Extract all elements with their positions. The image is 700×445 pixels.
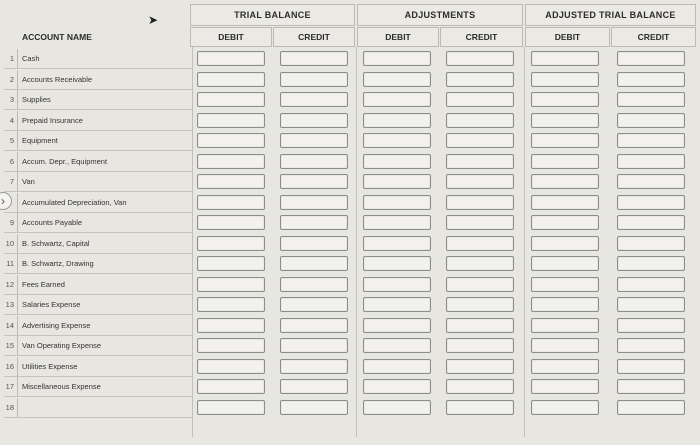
- atb-debit-input[interactable]: [531, 236, 599, 251]
- tb-credit-input[interactable]: [280, 297, 348, 312]
- adj-credit-input[interactable]: [446, 113, 514, 128]
- atb-credit-input[interactable]: [617, 338, 685, 353]
- table-row: [4, 234, 192, 254]
- atb-credit-input[interactable]: [617, 72, 685, 87]
- atb-credit-input[interactable]: [617, 215, 685, 230]
- adj-debit-input[interactable]: [363, 154, 431, 169]
- header-tb-credit: CREDIT: [273, 27, 355, 47]
- table-row: [4, 213, 192, 233]
- atb-debit-input[interactable]: [531, 400, 599, 415]
- atb-credit-input[interactable]: [617, 113, 685, 128]
- atb-debit-input[interactable]: [531, 51, 599, 66]
- adj-credit-input[interactable]: [446, 154, 514, 169]
- tb-debit-input[interactable]: [197, 195, 265, 210]
- row-number: 13: [4, 295, 18, 314]
- tb-debit-input[interactable]: [197, 154, 265, 169]
- tb-debit-input[interactable]: [197, 236, 265, 251]
- adj-credit-input[interactable]: [446, 236, 514, 251]
- tb-credit-input[interactable]: [280, 256, 348, 271]
- account-name: Salaries Expense: [22, 300, 81, 309]
- table-row: [4, 131, 192, 151]
- header-account-name: ACCOUNT NAME: [22, 32, 92, 42]
- table-row: [4, 357, 192, 377]
- tb-debit-input[interactable]: [197, 215, 265, 230]
- adj-credit-input[interactable]: [446, 297, 514, 312]
- row-number: 15: [4, 336, 18, 355]
- account-name: Advertising Expense: [22, 320, 91, 330]
- adj-credit-input[interactable]: [446, 359, 514, 374]
- adj-debit-input[interactable]: [363, 92, 431, 107]
- tb-debit-input[interactable]: [197, 338, 265, 353]
- tb-debit-input[interactable]: [197, 113, 265, 128]
- tb-credit-input[interactable]: [280, 318, 348, 333]
- tb-debit-input[interactable]: [197, 174, 265, 189]
- account-name: Fees Earned: [22, 279, 65, 289]
- table-row: [4, 275, 192, 295]
- account-name: Miscellaneous Expense: [22, 382, 101, 391]
- adj-credit-input[interactable]: [446, 215, 514, 230]
- row-number: 2: [4, 70, 18, 89]
- divider: [524, 47, 525, 437]
- adj-debit-input[interactable]: [363, 113, 431, 128]
- atb-credit-input[interactable]: [617, 195, 685, 210]
- table-row: [4, 70, 192, 90]
- account-name: Van: [22, 177, 35, 186]
- tb-credit-input[interactable]: [280, 400, 348, 415]
- tb-debit-input[interactable]: [197, 297, 265, 312]
- tb-credit-input[interactable]: [280, 195, 348, 210]
- row-number: 10: [4, 234, 18, 253]
- tb-debit-input[interactable]: [197, 256, 265, 271]
- atb-debit-input[interactable]: [531, 154, 599, 169]
- account-name: B. Schwartz, Drawing: [22, 259, 94, 268]
- adj-debit-input[interactable]: [363, 195, 431, 210]
- atb-credit-input[interactable]: [617, 174, 685, 189]
- adj-credit-input[interactable]: [446, 256, 514, 271]
- tb-credit-input[interactable]: [280, 72, 348, 87]
- divider: [356, 47, 357, 437]
- atb-debit-input[interactable]: [531, 359, 599, 374]
- account-name: Cash: [22, 54, 40, 63]
- adj-credit-input[interactable]: [446, 338, 514, 353]
- account-name: Utilities Expense: [22, 361, 78, 371]
- atb-credit-input[interactable]: [617, 92, 685, 107]
- header-adjustments: ADJUSTMENTS: [357, 4, 523, 26]
- atb-debit-input[interactable]: [531, 379, 599, 394]
- tb-debit-input[interactable]: [197, 51, 265, 66]
- atb-debit-input[interactable]: [531, 195, 599, 210]
- header-atb-debit: DEBIT: [525, 27, 610, 47]
- atb-debit-input[interactable]: [531, 277, 599, 292]
- tb-debit-input[interactable]: [197, 92, 265, 107]
- header-adj-credit: CREDIT: [440, 27, 523, 47]
- adj-credit-input[interactable]: [446, 195, 514, 210]
- tb-debit-input[interactable]: [197, 318, 265, 333]
- atb-credit-input[interactable]: [617, 297, 685, 312]
- row-number: 17: [4, 377, 18, 396]
- atb-debit-input[interactable]: [531, 133, 599, 148]
- account-name: Accumulated Depreciation, Van: [22, 197, 127, 207]
- tb-debit-input[interactable]: [197, 72, 265, 87]
- atb-credit-input[interactable]: [617, 400, 685, 415]
- header-trial-balance: TRIAL BALANCE: [190, 4, 355, 26]
- atb-debit-input[interactable]: [531, 113, 599, 128]
- tb-credit-input[interactable]: [280, 133, 348, 148]
- mouse-cursor-icon: ➤: [148, 13, 159, 27]
- header-adj-debit: DEBIT: [357, 27, 439, 47]
- account-name: Van Operating Expense: [22, 341, 102, 350]
- tb-credit-input[interactable]: [280, 174, 348, 189]
- tb-credit-input[interactable]: [280, 92, 348, 107]
- atb-credit-input[interactable]: [617, 51, 685, 66]
- tb-debit-input[interactable]: [197, 359, 265, 374]
- table-row: [4, 193, 192, 213]
- atb-debit-input[interactable]: [531, 72, 599, 87]
- adj-debit-input[interactable]: [363, 400, 431, 415]
- row-number: 11: [4, 254, 18, 273]
- adj-debit-input[interactable]: [363, 72, 431, 87]
- adj-debit-input[interactable]: [363, 174, 431, 189]
- table-row: [4, 254, 192, 274]
- atb-credit-input[interactable]: [617, 277, 685, 292]
- tb-debit-input[interactable]: [197, 277, 265, 292]
- adj-debit-input[interactable]: [363, 51, 431, 66]
- tb-credit-input[interactable]: [280, 379, 348, 394]
- table-row: [4, 398, 192, 418]
- chevron-right-icon[interactable]: ›: [0, 192, 12, 210]
- tb-debit-input[interactable]: [197, 400, 265, 415]
- table-row: [4, 111, 192, 131]
- divider: [192, 47, 193, 437]
- atb-credit-input[interactable]: [617, 133, 685, 148]
- row-number: 5: [4, 131, 18, 150]
- row-number: 1: [4, 49, 18, 68]
- account-name: Equipment: [22, 136, 58, 145]
- atb-debit-input[interactable]: [531, 256, 599, 271]
- table-row: [4, 172, 192, 192]
- atb-credit-input[interactable]: [617, 379, 685, 394]
- adj-debit-input[interactable]: [363, 318, 431, 333]
- row-number: 18: [4, 398, 18, 417]
- adj-credit-input[interactable]: [446, 51, 514, 66]
- account-name: Supplies: [22, 95, 51, 104]
- atb-credit-input[interactable]: [617, 154, 685, 169]
- atb-debit-input[interactable]: [531, 92, 599, 107]
- account-name: Accounts Payable: [22, 218, 83, 227]
- adj-credit-input[interactable]: [446, 72, 514, 87]
- account-name: Accounts Receivable: [22, 74, 93, 84]
- adj-credit-input[interactable]: [446, 133, 514, 148]
- atb-debit-input[interactable]: [531, 318, 599, 333]
- adj-credit-input[interactable]: [446, 277, 514, 292]
- row-number: 14: [4, 316, 18, 335]
- adj-credit-input[interactable]: [446, 92, 514, 107]
- atb-credit-input[interactable]: [617, 318, 685, 333]
- adj-debit-input[interactable]: [363, 379, 431, 394]
- atb-debit-input[interactable]: [531, 338, 599, 353]
- table-row: [4, 49, 192, 69]
- tb-credit-input[interactable]: [280, 113, 348, 128]
- atb-credit-input[interactable]: [617, 359, 685, 374]
- table-row: [4, 90, 192, 110]
- adj-debit-input[interactable]: [363, 236, 431, 251]
- tb-credit-input[interactable]: [280, 215, 348, 230]
- account-name: B. Schwartz, Capital: [22, 238, 90, 248]
- tb-debit-input[interactable]: [197, 379, 265, 394]
- atb-debit-input[interactable]: [531, 297, 599, 312]
- adj-credit-input[interactable]: [446, 379, 514, 394]
- atb-credit-input[interactable]: [617, 256, 685, 271]
- adj-debit-input[interactable]: [363, 359, 431, 374]
- table-row: [4, 377, 192, 397]
- adj-debit-input[interactable]: [363, 133, 431, 148]
- adj-credit-input[interactable]: [446, 400, 514, 415]
- atb-credit-input[interactable]: [617, 236, 685, 251]
- atb-debit-input[interactable]: [531, 215, 599, 230]
- row-number: 7: [4, 172, 18, 191]
- tb-credit-input[interactable]: [280, 51, 348, 66]
- adj-debit-input[interactable]: [363, 277, 431, 292]
- tb-credit-input[interactable]: [280, 338, 348, 353]
- adj-debit-input[interactable]: [363, 215, 431, 230]
- row-number: 4: [4, 111, 18, 130]
- row-number: 12: [4, 275, 18, 294]
- row-number: 6: [4, 152, 18, 171]
- header-atb-credit: CREDIT: [611, 27, 696, 47]
- adj-debit-input[interactable]: [363, 256, 431, 271]
- table-row: [4, 152, 192, 172]
- tb-credit-input[interactable]: [280, 236, 348, 251]
- adj-credit-input[interactable]: [446, 318, 514, 333]
- tb-credit-input[interactable]: [280, 359, 348, 374]
- table-row: [4, 336, 192, 356]
- table-row: [4, 295, 192, 315]
- header-adjusted-trial-balance: ADJUSTED TRIAL BALANCE: [525, 4, 696, 26]
- table-row: [4, 316, 192, 336]
- row-number: 16: [4, 357, 18, 376]
- tb-debit-input[interactable]: [197, 133, 265, 148]
- adj-credit-input[interactable]: [446, 174, 514, 189]
- tb-credit-input[interactable]: [280, 277, 348, 292]
- header-tb-debit: DEBIT: [190, 27, 272, 47]
- adj-debit-input[interactable]: [363, 297, 431, 312]
- row-number: 9: [4, 213, 18, 232]
- atb-debit-input[interactable]: [531, 174, 599, 189]
- account-name: Prepaid Insurance: [22, 115, 83, 125]
- row-number: 3: [4, 90, 18, 109]
- adj-debit-input[interactable]: [363, 338, 431, 353]
- account-name: Accum. Depr., Equipment: [22, 156, 108, 166]
- tb-credit-input[interactable]: [280, 154, 348, 169]
